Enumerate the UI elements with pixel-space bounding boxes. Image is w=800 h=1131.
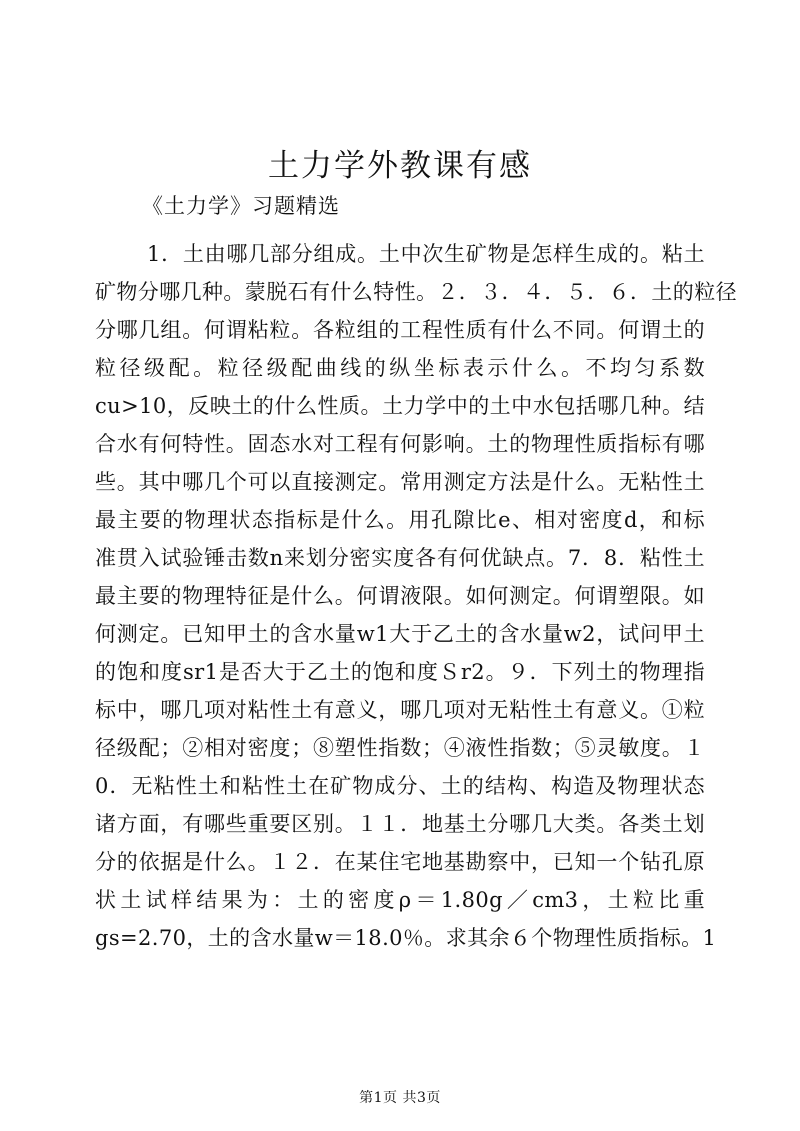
- text-line: cu>10，反映土的什么性质。土力学中的土中水包括哪几种。结: [95, 394, 705, 418]
- text-line: 合水有何特性。固态水对工程有何影响。土的物理性质指标有哪: [95, 432, 705, 456]
- text-line: 矿物分哪几种。蒙脱石有什么特性。２．３．４．５．６．土的粒径: [95, 280, 737, 304]
- text-line: 状土试样结果为：土的密度ρ＝1.80g／cm3，土粒比重: [95, 888, 705, 912]
- text-line: 何测定。已知甲土的含水量w1大于乙土的含水量w2，试问甲土: [95, 622, 705, 646]
- text-line: 0．无粘性土和粘性土在矿物成分、土的结构、构造及物理状态: [95, 774, 705, 798]
- text-line: 标中，哪几项对粘性土有意义，哪几项对无粘性土有意义。①粒: [95, 698, 705, 722]
- text-line: 些。其中哪几个可以直接测定。常用测定方法是什么。无粘性土: [95, 470, 705, 494]
- text-line: 径级配；②相对密度；⑧塑性指数；④液性指数；⑤灵敏度。１: [95, 736, 705, 760]
- body-text: [95, 236, 737, 958]
- text-line: 分哪几组。何谓粘粒。各粒组的工程性质有什么不同。何谓土的: [95, 318, 705, 342]
- document-title: 土力学外教课有感: [268, 148, 532, 184]
- document-subtitle: 《土力学》习题精选: [142, 194, 340, 218]
- text-line: 最主要的物理状态指标是什么。用孔隙比e、相对密度d，和标: [95, 508, 705, 532]
- text-line: 诸方面，有哪些重要区别。１１．地基土分哪几大类。各类土划: [95, 812, 705, 836]
- text-line: 的饱和度sr1是否大于乙土的饱和度Ｓr2。９．下列土的物理指: [95, 660, 705, 684]
- text-line: 粒径级配。粒径级配曲线的纵坐标表示什么。不均匀系数: [95, 356, 705, 380]
- text-line: 准贯入试验锤击数n来划分密实度各有何优缺点。7．8．粘性土: [95, 546, 705, 570]
- text-line: gs=2.70，土的含水量w＝18.0％。求其余６个物理性质指标。1: [95, 926, 717, 950]
- page-footer: 第1页 共3页: [359, 1090, 441, 1106]
- text-line: 分的依据是什么。１２．在某住宅地基勘察中，已知一个钻孔原: [95, 850, 705, 874]
- text-line: 1．土由哪几部分组成。土中次生矿物是怎样生成的。粘土: [147, 242, 705, 266]
- text-line: 最主要的物理特征是什么。何谓液限。如何测定。何谓塑限。如: [95, 584, 705, 608]
